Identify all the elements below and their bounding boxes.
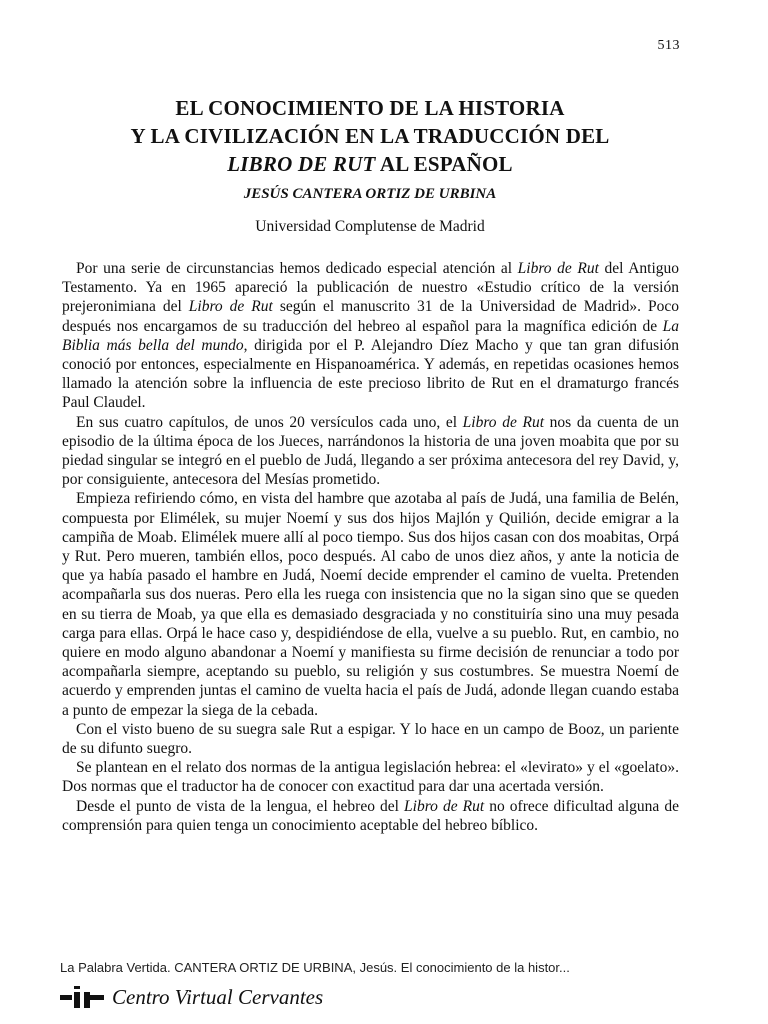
book-title: Libro de Rut — [188, 298, 273, 316]
book-title: La Biblia más bella del mundo — [62, 317, 679, 354]
cvc-brand — [60, 984, 323, 1010]
text-run: Por una serie de circunstancias hemos dedicado especial atención al — [76, 260, 518, 277]
text-run: según el manuscrito 31 de la Universidad de Madrid». Poco después nos encargamos de su traducción del hebreo al español para la magnífica edición de — [62, 298, 679, 335]
book-title: Libro de Rut — [517, 260, 599, 277]
book-title: Libro de Rut — [462, 413, 545, 431]
paragraph-6 — [62, 797, 679, 835]
text-run: En sus cuatro capítulos, de unos 20 versículos cada uno, el — [76, 413, 463, 431]
author-name: JESÚS CANTERA ORTIZ DE URBINA — [243, 186, 497, 202]
paragraph-5: Se plantean en el relato dos normas de la antigua legislación hebrea: el «levirato» y el «goelato». Dos normas que el traductor ha de conocer con exactitud para dar una acertada versión. — [62, 759, 679, 796]
source-citation: La Palabra Vertida. CANTERA ORTIZ DE URBINA, Jesús. El conocimiento de la histor... — [60, 960, 570, 975]
page-number: 513 — [657, 38, 680, 53]
text-run: nos da cuenta de un episodio de la última época de los Jueces, narrándonos la historia de una joven moabita que por su piedad singular se integró en el pueblo de Judá, llegando a ser próxima antecesora del rey David, y, por consiguiente, antecesora del Mesías prometido. — [62, 413, 679, 489]
text-run: , dirigida por el P. Alejandro Díez Macho y que tan gran difusión conoció por entonces, especialmente en Hispanoamérica. Y además, en repetidas ocasiones hemos llamado la atención sobre la influencia de este precioso librito de Rut en el dramaturgo francés Paul Claudel. — [62, 336, 679, 412]
book-title: Libro de Rut — [404, 797, 485, 815]
title-line-1: EL CONOCIMIENTO DE LA HISTORIA — [175, 96, 565, 120]
article-body — [62, 259, 679, 835]
paragraph-1 — [62, 259, 679, 413]
text-run: Desde el punto de vista de la lengua, el hebreo del — [76, 797, 405, 815]
cvc-logo-icon — [60, 984, 104, 1010]
article-title — [62, 94, 678, 178]
title-line-2: Y LA CIVILIZACIÓN EN LA TRADUCCIÓN DEL — [130, 124, 610, 148]
paragraph-2 — [62, 413, 679, 490]
title-book-name: LIBRO DE RUT — [227, 152, 376, 176]
title-line-3-rest: AL ESPAÑOL — [375, 152, 513, 176]
title-line-3 — [62, 150, 678, 178]
text-run: no ofrece dificultad alguna de comprensión para quien tenga un conocimiento aceptable del hebreo bíblico. — [62, 797, 679, 834]
text-run: del Antiguo Testamento. Ya en 1965 apareció la publicación de nuestro «Estudio crítico de la versión prejeronimiana del — [62, 260, 680, 316]
author-affiliation: Universidad Complutense de Madrid — [255, 218, 485, 235]
paragraph-3: Empieza refiriendo cómo, en vista del hambre que azotaba al país de Judá, una familia de Belén, compuesta por Elimélek, su mujer Noemí y sus dos hijos Majlón y Quilión, decide emigrar a la campiña de Moab. Elimélek muere allí al poco tiempo. Sus dos hijos casan con dos moabitas, Orpá y Rut. Pero mueren, también ellos, poco después. Al cabo de unos diez años, y ante la noticia de que ya había pasado el hambre en Judá, Noemí decide emprender el camino de vuelta. Pretenden acompañarla sus dos nueras. Pero ella les ruega con insistencia que no la sigan sino que se queden en su tierra de Moab, ya que ella es demasiado desgraciada y no constituiría sino una muy pesada carga para ellas. Orpá le hace caso y, despidiéndose de ella, vuelve a su pueblo. Rut, en cambio, no quiere en modo alguno abandonar a Noemí y manifiesta su firme decisión de renunciar a todo por acompañarla siempre, aceptando su pueblo, su religión y sus costumbres. Se muestra Noemí de acuerdo y emprenden juntas el camino de vuelta hacia el país de Judá, adonde llegan cuando estaba a punto de empezar la siega de la cebada. — [62, 490, 679, 719]
cvc-brand-name: Centro Virtual Cervantes — [112, 984, 324, 1009]
paragraph-4: Con el visto bueno de su suegra sale Rut a espigar. Y lo hace en un campo de Booz, un pariente de su difunto suegro. — [62, 720, 679, 758]
